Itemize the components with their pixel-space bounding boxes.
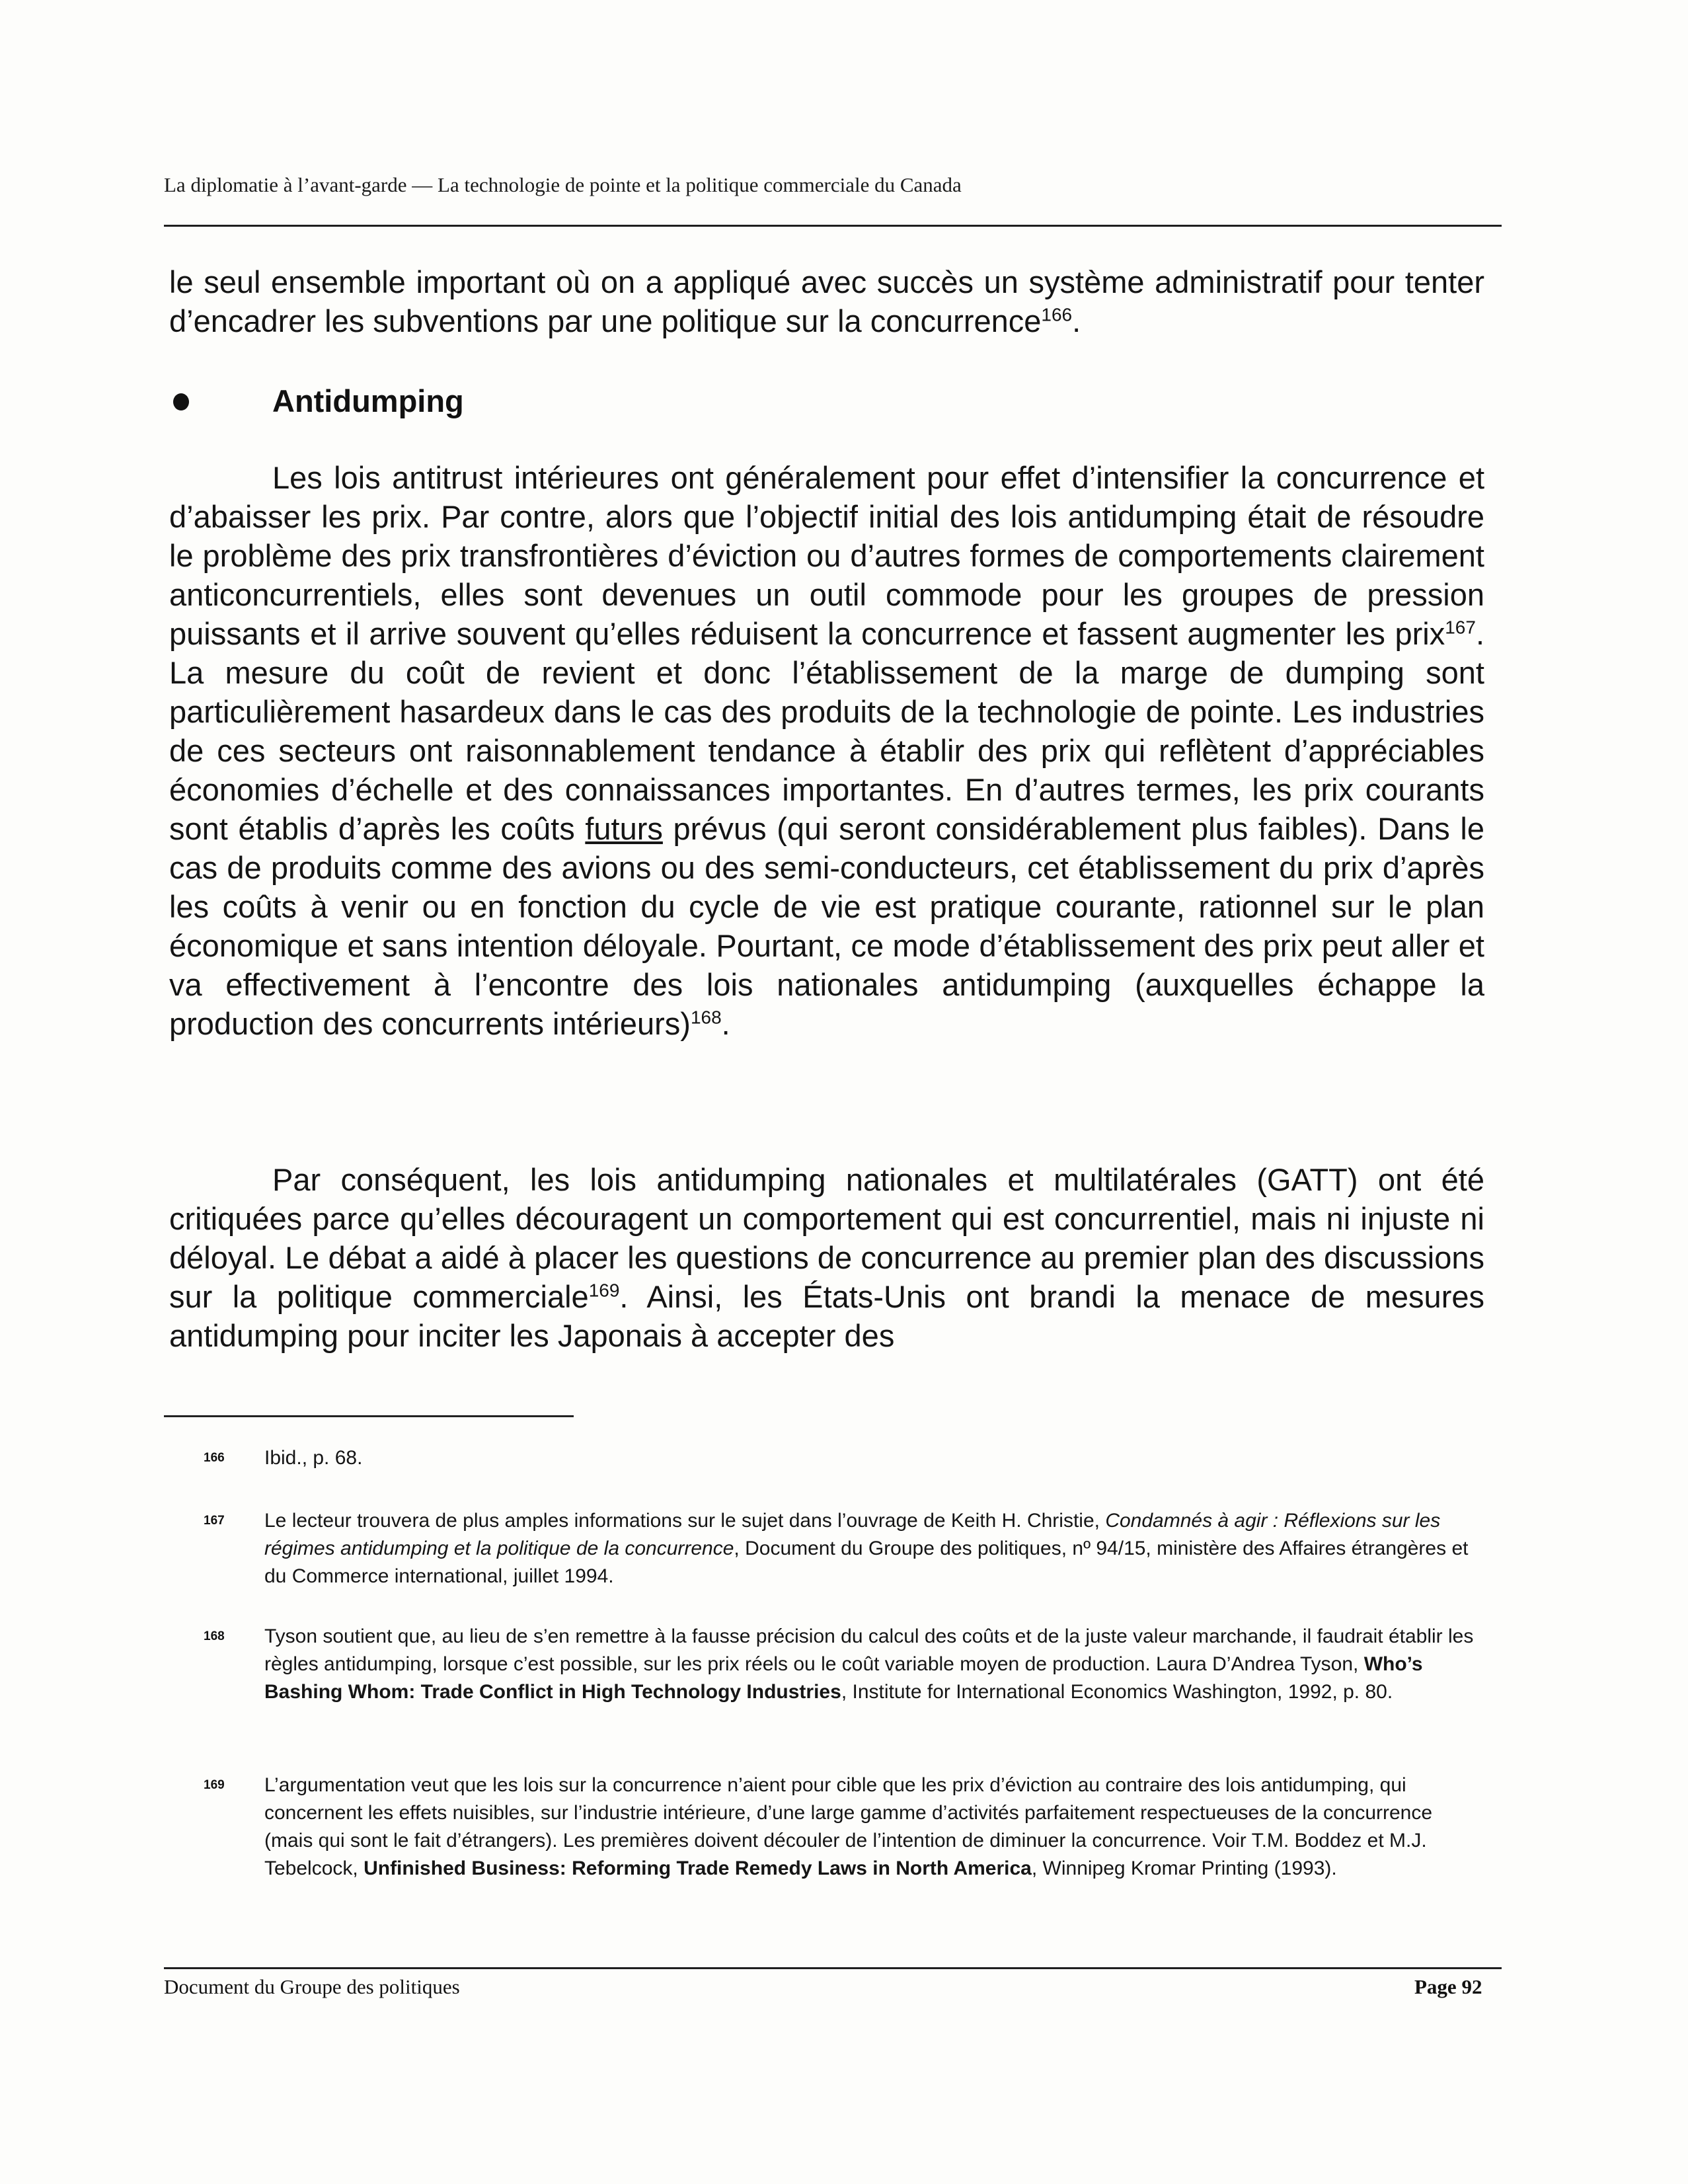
header-rule [164, 225, 1502, 227]
footnote-169-title: Unfinished Business: Reforming Trade Remedy Laws in North America [364, 1857, 1032, 1879]
footnote-separator [164, 1415, 574, 1417]
footnote-number: 168 [204, 1629, 225, 1643]
paragraph-3-part2: . Ainsi, les États-Unis ont brandi la menace de mesures antidumping pour inciter les Japonais à accepter des [169, 1279, 1484, 1353]
section-heading: Antidumping [272, 383, 464, 418]
footnote-text [264, 1623, 1480, 1706]
footnote-text [264, 1507, 1480, 1590]
paragraph-1 [169, 262, 1484, 340]
footnote-number: 169 [204, 1778, 225, 1792]
page-number: Page 92 [1414, 1975, 1482, 1998]
paragraph-2-part3: prévus (qui seront considérablement plus faibles). Dans le cas de produits comme des avions ou des semi-conducteurs, cet établissement du prix d’après les coûts à venir ou en fonction du cycle de vie est pratique courante, rationnel sur le plan économique et sans intention déloyale. Pourtant, ce mode d’établissement des prix peut aller et va effectivement à l’encontre des lois nationales antidumping (auxquelles échappe la production des concurrents intérieurs) [169, 811, 1484, 1041]
paragraph-2-end: . [721, 1006, 730, 1041]
footnote-text [264, 1444, 1480, 1472]
footer-rule [164, 1967, 1502, 1969]
footnote-number: 166 [204, 1451, 225, 1465]
footnote-169-b: , Winnipeg Kromar Printing (1993). [1031, 1857, 1337, 1879]
paragraph-2-part1: Les lois antitrust intérieures ont généralement pour effet d’intensifier la concurrence et d’abaisser les prix. Par contre, alors que l’objectif initial des lois antidumping était de résoudre le problème des prix transfrontières d’éviction ou d’autres formes de comportements clairement anticoncurrentiels, elles sont devenues un outil commode pour les groupes de pression puissants et il arrive souvent qu’elles réduisent la concurrence et fassent augmenter les prix [169, 460, 1484, 651]
footnote-168-a: Tyson soutient que, au lieu de s’en remettre à la fausse précision du calcul des coûts et de la juste valeur marchande, il faudrait établir les règles antidumping, lorsque c’est possible, sur les prix réels ou le coût variable moyen de production. Laura D’Andrea Tyson, [264, 1625, 1474, 1675]
footnote-168-b: , Institute for International Economics Washington, 1992, p. 80. [841, 1681, 1393, 1703]
paragraph-2-part2: . La mesure du coût de revient et donc l’établissement de la marge de dumping sont particulièrement hasardeux dans le cas des produits de la technologie de pointe. Les industries de ces secteurs ont raisonnablement tendance à établir des prix qui reflètent d’appréciables économies d’échelle et des connaissances importantes. En d’autres termes, les prix courants sont établis d’après les coûts [169, 616, 1484, 846]
footnote-168-title: Who’s Bashing Whom: Trade Conflict in High Technology Industries [264, 1653, 1423, 1703]
footnote-ref-169: 169 [588, 1280, 620, 1301]
footnote-text [264, 1772, 1480, 1883]
footnote-166-text: Ibid., p. 68. [264, 1447, 363, 1469]
footnote-169-a: L’argumentation veut que les lois sur la concurrence n’aient pour cible que les prix d’éviction au contraire des lois antidumping, qui concernent les effets nuisibles, sur l’industrie intérieure, d’une large gamme d’activités parfaitement respectueuses de la concurrence (mais qui sont le fait d’étrangers). Les premières doivent découler de l’intention de diminuer la concurrence. Voir T.M. Boddez et M.J. Tebelcock, [264, 1774, 1433, 1879]
bullet-icon [173, 393, 189, 410]
running-header: La diplomatie à l’avant-garde — La technologie de pointe et la politique commerciale du Canada [164, 173, 962, 196]
underlined-word: futurs [585, 811, 663, 846]
paragraph-2 [169, 458, 1484, 1043]
footnote-ref-168: 168 [690, 1007, 722, 1028]
footnote-167-b: , Document du Groupe des politiques, nº 94/15, ministère des Affaires étrangères et du Commerce international, juillet 1994. [264, 1538, 1469, 1587]
footnote-167-title: Condamnés à agir : Réflexions sur les régimes antidumping et la politique de la concurrence [264, 1510, 1441, 1559]
footnote-number: 167 [204, 1514, 225, 1528]
paragraph-1-text: le seul ensemble important où on a appliqué avec succès un système administratif pour tenter d’encadrer les subventions par une politique sur la concurrence [169, 264, 1484, 338]
footnote-ref-166: 166 [1041, 304, 1073, 325]
footer-document-title: Document du Groupe des politiques [164, 1975, 460, 1998]
paragraph-3 [169, 1160, 1484, 1355]
footnote-167-a: Le lecteur trouvera de plus amples informations sur le sujet dans l’ouvrage de Keith H. Christie, [264, 1510, 1106, 1532]
paragraph-3-part1: Par conséquent, les lois antidumping nationales et multilatérales (GATT) ont été critiquées parce qu’elles découragent un comportement qui est concurrentiel, mais ni injuste ni déloyal. Le débat a aidé à placer les questions de concurrence au premier plan des discussions sur la politique commerciale [169, 1162, 1484, 1314]
footnote-ref-167: 167 [1445, 617, 1476, 638]
paragraph-1-end: . [1072, 303, 1081, 338]
